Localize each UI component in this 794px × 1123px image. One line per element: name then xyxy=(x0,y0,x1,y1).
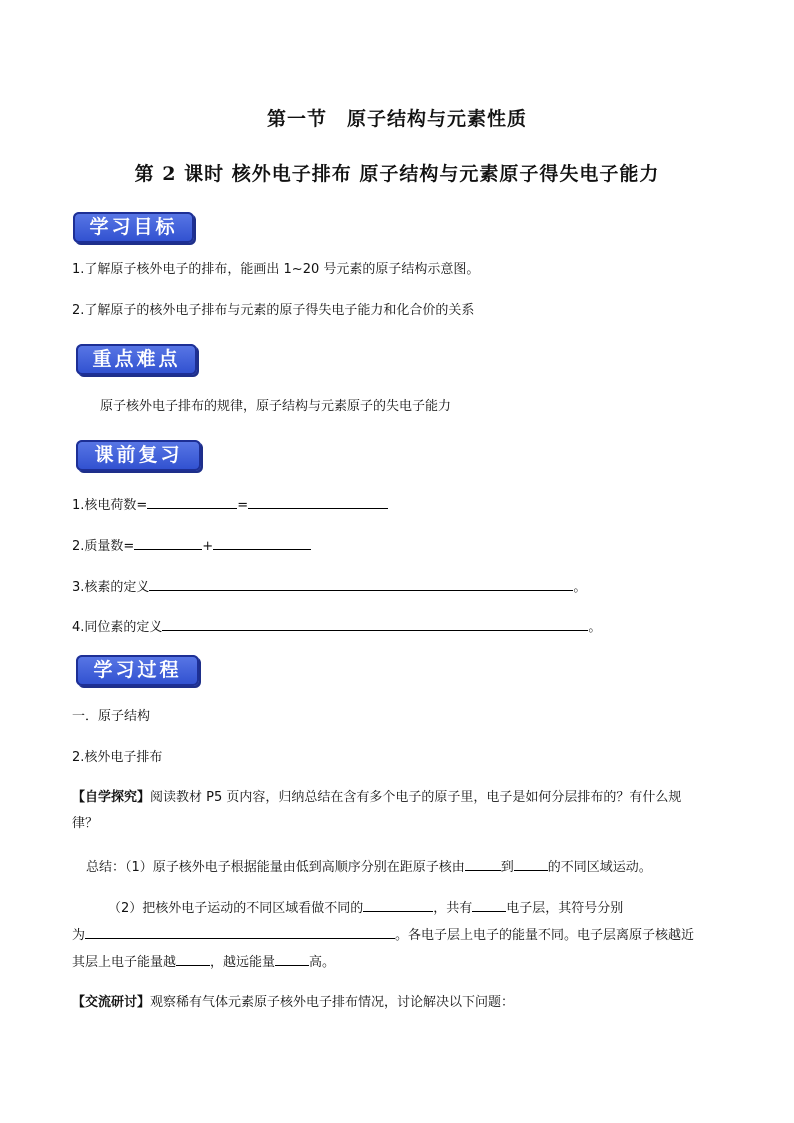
blank-field[interactable] xyxy=(514,856,548,871)
process-heading-1: 一．原子结构 xyxy=(72,709,151,724)
summary-2-text: 电子层，其符号分别 xyxy=(506,901,624,916)
summary-1-text: 总结：（1）原子核外电子根据能量由低到高顺序分别在距原子核由 xyxy=(86,860,465,875)
review-q2 xyxy=(72,535,311,557)
review-q2-label: 2.质量数= xyxy=(72,539,135,554)
key-points-badge: 重点难点 xyxy=(76,344,197,375)
summary-2-text: ，共有 xyxy=(433,901,473,916)
discuss-text: 观察稀有气体元素原子核外电子排布情况，讨论解决以下问题： xyxy=(150,995,515,1010)
summary-2-line-3 xyxy=(72,951,335,973)
explore-line-1 xyxy=(72,788,681,808)
lesson-title: 第 2 课时 核外电子排布 原子结构与元素原子得失电子能力 xyxy=(134,163,660,185)
blank-field[interactable] xyxy=(275,951,309,966)
blank-field[interactable] xyxy=(162,616,588,631)
summary-1-text: 的不同区域运动。 xyxy=(547,860,652,875)
review-q3-end: 。 xyxy=(573,580,587,595)
blank-field[interactable] xyxy=(363,897,433,912)
goal-item-2: 2.了解原子的核外电子排布与元素的原子得失电子能力和化合价的关系 xyxy=(72,303,475,318)
discuss-tag: 【交流研讨】 xyxy=(72,995,151,1010)
summary-1-text: 到 xyxy=(500,860,514,875)
section-title: 第一节 原子结构与元素性质 xyxy=(266,108,527,130)
key-points-text: 原子核外电子排布的规律，原子结构与元素原子的失电子能力 xyxy=(100,399,452,414)
blank-field[interactable] xyxy=(465,856,501,871)
blank-field[interactable] xyxy=(134,535,202,550)
blank-field[interactable] xyxy=(213,535,311,550)
blank-field[interactable] xyxy=(176,951,210,966)
summary-2-text: 高。 xyxy=(309,955,336,970)
summary-2-text: 。各电子层上电子的能量不同。电子层离原子核越近 xyxy=(395,928,695,943)
summary-2-text: 为 xyxy=(72,928,86,943)
summary-2-text: 其层上电子能量越 xyxy=(72,955,177,970)
review-q3-label: 3.核素的定义 xyxy=(72,580,150,595)
blank-field[interactable] xyxy=(85,924,395,939)
blank-field[interactable] xyxy=(149,576,573,591)
discuss-line xyxy=(72,993,514,1013)
explore-text: 阅读教材 P5 页内容，归纳总结在含有多个电子的原子里，电子是如何分层排布的？有什么规 xyxy=(150,790,682,805)
goals-badge: 学习目标 xyxy=(73,212,194,243)
summary-2-line-2 xyxy=(72,924,694,946)
goal-item-1: 1.了解原子核外电子的排布，能画出 1~20 号元素的原子结构示意图。 xyxy=(72,262,480,277)
process-heading-2: 2.核外电子排布 xyxy=(72,750,163,765)
blank-field[interactable] xyxy=(248,494,388,509)
review-q1-label: 1.核电荷数= xyxy=(72,498,148,513)
review-q4-label: 4.同位素的定义 xyxy=(72,620,163,635)
blank-field[interactable] xyxy=(147,494,237,509)
summary-2-text: （2）把核外电子运动的不同区域看做不同的 xyxy=(108,901,364,916)
review-q4-end: 。 xyxy=(588,620,602,635)
review-q4 xyxy=(72,616,601,638)
review-q2-plus: + xyxy=(202,539,214,554)
review-q1-eq: = xyxy=(237,498,249,513)
process-badge: 学习过程 xyxy=(76,655,199,686)
explore-line-2: 律？ xyxy=(72,816,99,831)
summary-2-text: ，越远能量 xyxy=(210,955,276,970)
summary-2-line-1 xyxy=(108,897,623,919)
review-q3 xyxy=(72,576,586,598)
summary-1 xyxy=(86,856,652,878)
review-badge: 课前复习 xyxy=(76,440,201,471)
review-q1 xyxy=(72,494,388,516)
blank-field[interactable] xyxy=(472,897,506,912)
explore-tag: 【自学探究】 xyxy=(72,790,151,805)
